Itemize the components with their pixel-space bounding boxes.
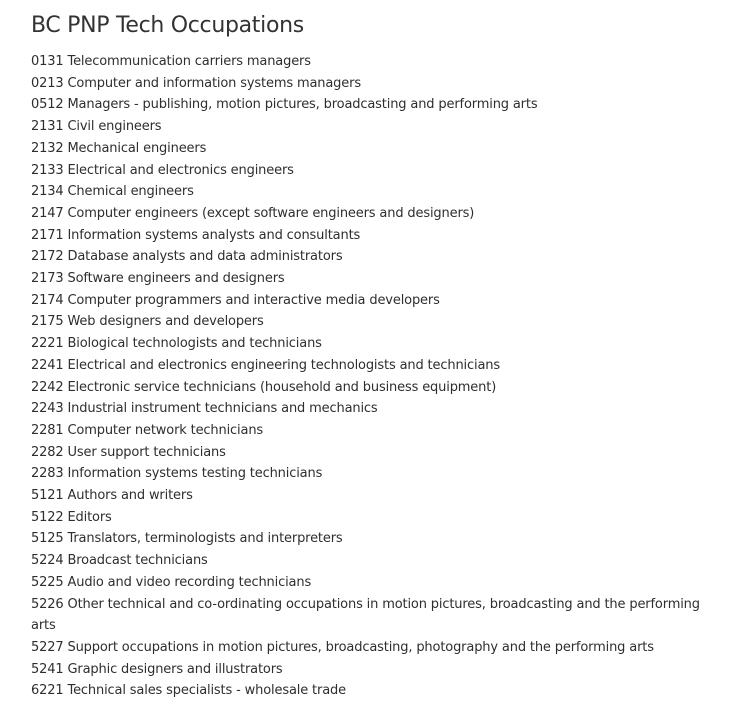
occupation-name: Electrical and electronics engineering technologists and technicians <box>67 357 500 373</box>
occupation-item <box>31 680 721 702</box>
occupation-code: 5121 <box>31 488 64 504</box>
occupation-name: Electrical and electronics engineers <box>67 162 294 178</box>
occupation-code: 2282 <box>31 444 64 460</box>
occupation-item <box>31 116 721 138</box>
occupation-name: Electronic service technicians (household and business equipment) <box>67 379 497 395</box>
occupation-name: Information systems analysts and consultants <box>67 227 361 243</box>
occupation-name: Editors <box>67 509 112 525</box>
occupation-item <box>31 550 721 572</box>
occupation-item <box>31 355 721 377</box>
occupation-code: 5225 <box>31 574 64 590</box>
occupation-name: Telecommunication carriers managers <box>67 54 311 69</box>
occupation-item <box>31 160 721 182</box>
occupation-item <box>31 572 721 594</box>
occupation-name: Authors and writers <box>67 488 193 504</box>
occupation-name: Civil engineers <box>67 119 162 135</box>
occupation-name: Industrial instrument technicians and mechanics <box>67 401 378 417</box>
occupation-item <box>31 94 721 116</box>
occupation-code: 2241 <box>31 357 64 373</box>
occupation-code: 5224 <box>31 553 64 569</box>
occupation-item <box>31 333 721 355</box>
occupation-name: Computer engineers (except software engineers and designers) <box>67 205 475 221</box>
occupation-code: 2132 <box>31 140 64 156</box>
occupation-code: 2173 <box>31 271 64 287</box>
occupation-item <box>31 659 721 681</box>
occupation-name: Technical sales specialists - wholesale trade <box>67 683 346 699</box>
occupation-name: Broadcast technicians <box>67 553 208 569</box>
occupation-code: 2172 <box>31 249 64 265</box>
occupation-item <box>31 507 721 529</box>
document-content <box>31 12 721 702</box>
occupation-code: 2171 <box>31 227 64 243</box>
occupation-item <box>31 442 721 464</box>
occupation-list <box>31 51 721 702</box>
occupation-code: 5122 <box>31 509 64 525</box>
occupation-code: 0512 <box>31 97 64 113</box>
occupation-item <box>31 398 721 420</box>
occupation-item <box>31 73 721 95</box>
occupation-code: 2131 <box>31 119 64 135</box>
occupation-name: Information systems testing technicians <box>67 466 323 482</box>
occupation-name: Web designers and developers <box>67 314 264 330</box>
occupation-item <box>31 594 721 637</box>
occupation-item <box>31 463 721 485</box>
occupation-item <box>31 181 721 203</box>
occupation-code: 5227 <box>31 639 64 655</box>
occupation-code: 2243 <box>31 401 64 417</box>
occupation-code: 5241 <box>31 661 64 677</box>
occupation-item <box>31 51 721 73</box>
occupation-code: 2134 <box>31 184 64 200</box>
occupation-name: Chemical engineers <box>67 184 194 200</box>
occupation-code: 6221 <box>31 683 64 699</box>
occupation-code: 2147 <box>31 205 64 221</box>
occupation-name: Managers - publishing, motion pictures, broadcasting and performing arts <box>67 97 538 113</box>
occupation-item <box>31 246 721 268</box>
occupation-name: Database analysts and data administrators <box>67 249 343 265</box>
occupation-name: Translators, terminologists and interpreters <box>67 531 343 547</box>
occupation-name: Mechanical engineers <box>67 140 207 156</box>
occupation-name: Software engineers and designers <box>67 271 285 287</box>
occupation-code: 0213 <box>31 75 64 91</box>
occupation-code: 5226 <box>31 596 64 612</box>
occupation-item <box>31 420 721 442</box>
occupation-name: Audio and video recording technicians <box>67 574 312 590</box>
occupation-item <box>31 485 721 507</box>
occupation-code: 2174 <box>31 292 64 308</box>
occupation-name: Other technical and co-ordinating occupations in motion pictures, broadcasting and the performing arts <box>31 596 700 634</box>
occupation-code: 2283 <box>31 466 64 482</box>
occupation-name: Biological technologists and technicians <box>67 336 322 352</box>
occupation-name: Computer and information systems managers <box>67 75 361 91</box>
occupation-name: Computer programmers and interactive media developers <box>67 292 440 308</box>
occupation-item <box>31 528 721 550</box>
page-title: BC PNP Tech Occupations <box>31 13 304 38</box>
occupation-item <box>31 138 721 160</box>
occupation-code: 2242 <box>31 379 64 395</box>
occupation-code: 5125 <box>31 531 64 547</box>
occupation-code: 2133 <box>31 162 64 178</box>
occupation-item <box>31 268 721 290</box>
occupation-item <box>31 225 721 247</box>
occupation-item <box>31 203 721 225</box>
occupation-code: 2281 <box>31 422 64 438</box>
occupation-item <box>31 311 721 333</box>
occupation-item <box>31 637 721 659</box>
occupation-code: 2175 <box>31 314 64 330</box>
occupation-code: 2221 <box>31 336 64 352</box>
occupation-name: User support technicians <box>67 444 226 460</box>
occupation-item <box>31 290 721 312</box>
occupation-code: 0131 <box>31 54 64 69</box>
occupation-name: Support occupations in motion pictures, broadcasting, photography and the performing arts <box>67 639 654 655</box>
occupation-item <box>31 377 721 399</box>
occupation-name: Graphic designers and illustrators <box>67 661 283 677</box>
occupation-name: Computer network technicians <box>67 422 264 438</box>
